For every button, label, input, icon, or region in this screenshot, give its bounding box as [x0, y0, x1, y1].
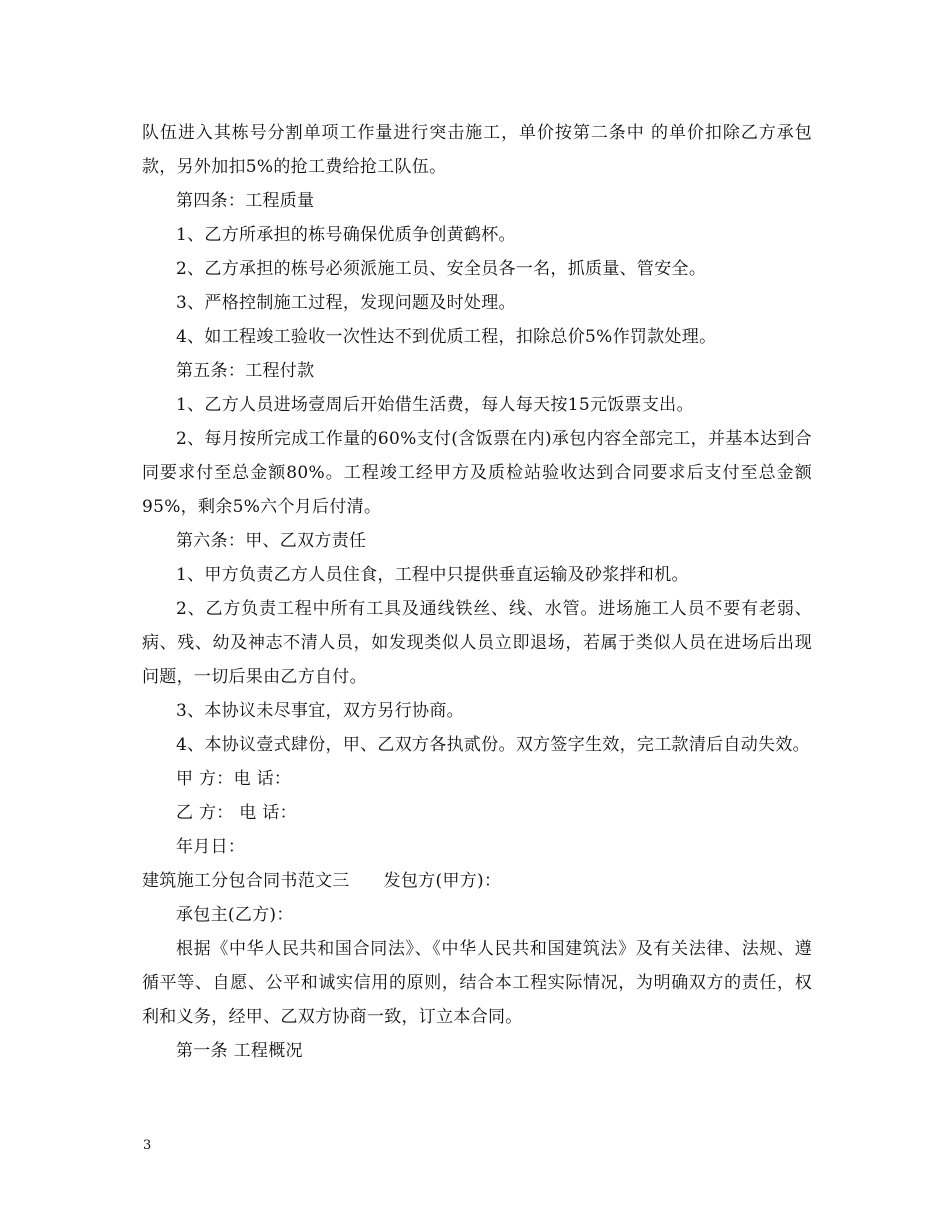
payment-item-2: 2、每月按所完成工作量的60%支付(含饭票在内)承包内容全部完工，并基本达到合同要求付至总金额80%。工程竣工经甲方及质检站验收达到合同要求后支付至总金额95%，剩余5%六个月后付清。	[142, 429, 812, 517]
responsibility-item-3: 3、本协议未尽事宜，双方另行协商。	[176, 701, 464, 721]
contract-title-line	[142, 864, 812, 898]
signature-party-b: 乙 方： 电 话：	[176, 803, 297, 823]
paragraph-continuation: 队伍进入其栋号分割单项工作量进行突击施工，单价按第二条中 的单价扣除乙方承包款，另外加扣5%的抢工费给抢工队伍。	[142, 123, 812, 177]
contract-title: 建筑施工分包合同书范文三	[142, 871, 350, 891]
employer-label: 发包方(甲方)：	[383, 871, 502, 891]
section-heading-payment: 第五条：工程付款	[176, 361, 315, 381]
signature-party-a: 甲 方：电 话：	[176, 769, 292, 789]
quality-item-1: 1、乙方所承担的栋号确保优质争创黄鹤杯。	[176, 225, 516, 245]
signature-date: 年月日：	[176, 837, 246, 857]
document-body	[142, 116, 812, 1068]
payment-item-1: 1、乙方人员进场壹周后开始借生活费，每人每天按15元饭票支出。	[176, 395, 694, 415]
quality-item-4: 4、如工程竣工验收一次性达不到优质工程，扣除总价5%作罚款处理。	[176, 327, 717, 347]
section-heading-overview: 第一条 工程概况	[176, 1041, 303, 1061]
page-number: 3	[143, 1138, 152, 1153]
contract-preamble: 根据《中华人民共和国合同法》、《中华人民共和国建筑法》及有关法律、法规、遵循平等、自愿、公平和诚实信用的原则，结合本工程实际情况，为明确双方的责任，权利和义务，经甲、乙双方协商一致，订立本合同。	[142, 939, 812, 1027]
quality-item-3: 3、严格控制施工过程，发现问题及时处理。	[176, 293, 516, 313]
quality-item-2: 2、乙方承担的栋号必须派施工员、安全员各一名，抓质量、管安全。	[176, 259, 707, 279]
responsibility-item-4: 4、本协议壹式肆份，甲、乙双方各执贰份。双方签字生效，完工款清后自动失效。	[176, 735, 810, 755]
responsibility-item-1: 1、甲方负责乙方人员住食，工程中只提供垂直运输及砂浆拌和机。	[176, 565, 689, 585]
contractor-label: 承包主(乙方)：	[176, 905, 294, 925]
section-heading-responsibilities: 第六条：甲、乙双方责任	[176, 531, 367, 551]
responsibility-item-2: 2、乙方负责工程中所有工具及通线铁丝、线、水管。进场施工人员不要有老弱、病、残、幼及神志不清人员，如发现类似人员立即退场，若属于类似人员在进场后出现问题，一切后果由乙方自付。	[142, 599, 812, 687]
section-heading-quality: 第四条：工程质量	[176, 191, 315, 211]
